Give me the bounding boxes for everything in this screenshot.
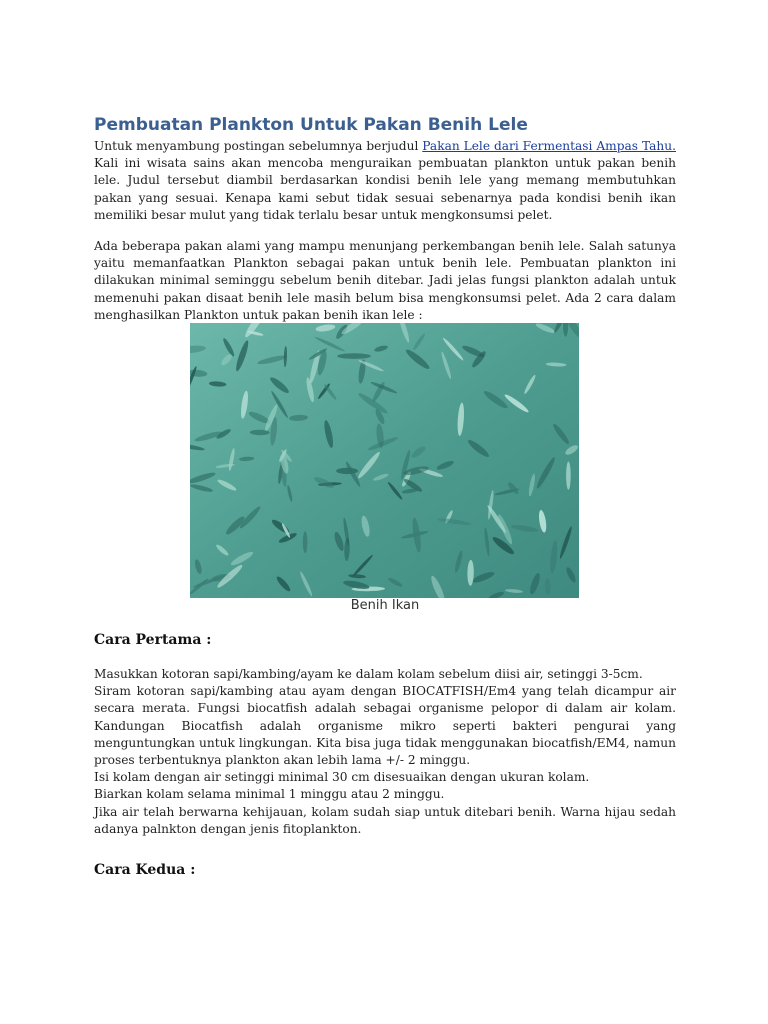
section-2-heading: Cara Kedua : [94, 862, 196, 878]
fish-shape [336, 468, 358, 474]
step-2: Siram kotoran sapi/kambing atau ayam dengan BIOCATFISH/Em4 yang telah dicampur air secara merata. Fungsi biocatfish adalah sebagai organisme pelopor di dalam air kolam. Kandungan Biocatfish adalah organisme mikro seperti bakteri pengurai yang menguntungkan untuk lingkungan. Kita bisa juga tidak menggunakan biocatfish/EM4, namun proses terbentuknya plankton akan lebih lama +/- 2 minggu. [94, 684, 676, 768]
article-title: Pembuatan Plankton Untuk Pakan Benih Lele [94, 115, 528, 135]
section-1-heading: Cara Pertama : [94, 632, 212, 648]
intro-prefix: Untuk menyambung postingan sebelumnya berjudul [94, 139, 423, 153]
step-3: Isi kolam dengan air setinggi minimal 30 cm disesuaikan dengan ukuran kolam. [94, 770, 590, 785]
intro-paragraph [94, 138, 676, 224]
section-1-steps [94, 666, 676, 838]
fish-fry-illustration [190, 323, 579, 598]
fish-shape [337, 353, 371, 359]
fish-shape [303, 531, 308, 553]
step-4: Biarkan kolam selama minimal 1 minggu atau 2 minggu. [94, 787, 445, 802]
intro-link[interactable]: Pakan Lele dari Fermentasi Ampas Tahu. [422, 139, 676, 153]
image-caption: Benih Ikan [350, 598, 420, 613]
paragraph-2: Ada beberapa pakan alami yang mampu menunjang perkembangan benih lele. Salah satunya yaitu memanfaatkan Plankton sebagai pakan untuk benih lele. Pembuatan plankton ini dilakukan minimal seminggu sebelum benih ditebar. Jadi jelas fungsi plankton adalah untuk memenuhi pakan disaat benih lele masih belum bisa mengkonsumsi pelet. Ada 2 cara dalam menghasilkan Plankton untuk pakan benih ikan lele : [94, 239, 676, 322]
step-1: Masukkan kotoran sapi/kambing/ayam ke dalam kolam sebelum diisi air, setinggi 3-5cm. [94, 667, 643, 681]
intro-suffix: Kali ini wisata sains akan mencoba menguraikan pembuatan plankton untuk pakan benih lele. Judul tersebut diambil berdasarkan kondisi benih lele yang memang membutuhkan pakan yang sesuai. Kenapa kami sebut tidak sesuai sebenarnya pada kondisi benih ikan memiliki besar mulut yang tidak terlalu besar untuk mengkonsumsi pelet. [94, 156, 676, 222]
fish-fry-image [190, 323, 579, 598]
step-5: Jika air telah berwarna kehijauan, kolam sudah siap untuk ditebari benih. Warna hijau sedah adanya palnkton dengan jenis fitoplankton. [94, 804, 676, 836]
fish-shape [566, 461, 571, 489]
